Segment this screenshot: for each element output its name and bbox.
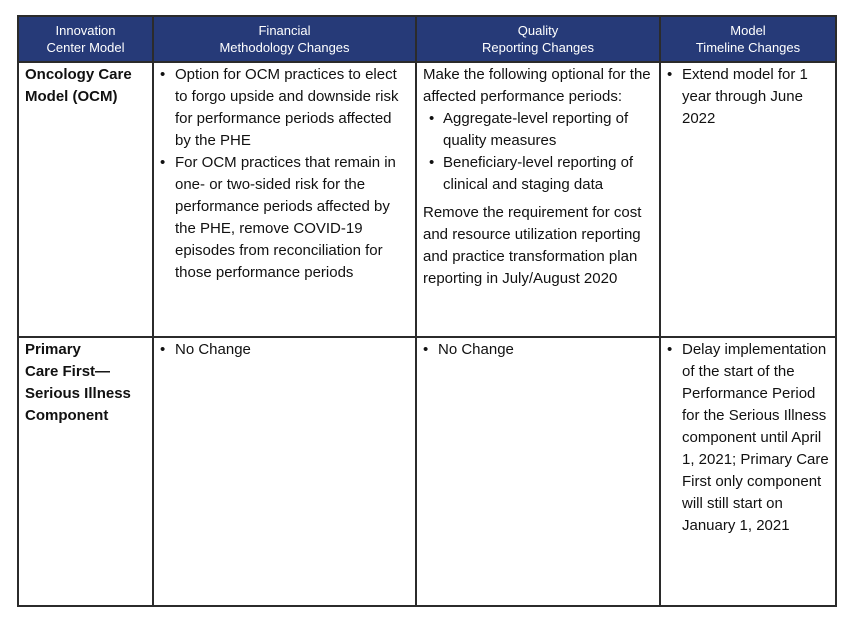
innovation-model-changes-table [17,15,837,607]
list-item: • Extend model for 1 year through June 2022 [667,66,808,127]
header-model-timeline-changes: Model Timeline Changes [660,16,836,62]
list-item: • Option for OCM practices to elect to forgo upside and downside risk for performance periods affected by the PHE [160,66,399,149]
list-item: • Beneficiary-level reporting of clinical and staging data [429,154,634,193]
bullet-icon: • [429,154,435,171]
quality-changes-cell [416,337,660,606]
innovation-model-changes-table-container [17,15,835,607]
financial-changes-list [160,64,409,284]
timeline-changes-list [667,64,829,130]
bullet-icon: • [423,341,429,358]
header-innovation-center-model: Innovation Center Model [18,16,153,62]
quality-changes-list [423,339,653,361]
financial-changes-list [160,339,409,361]
timeline-changes-list [667,339,829,537]
model-name-cell: Oncology Care Model (OCM) [18,62,153,337]
list-item: • For OCM practices that remain in one- or two-sided risk for the performance periods affected by the PHE, remove COVID-19 episodes from reconciliation for those performance periods [160,154,396,281]
bullet-icon: • [667,341,673,358]
bullet-icon: • [160,66,166,83]
bullet-icon: • [429,110,435,127]
quality-changes-cell [416,62,660,337]
bullet-icon: • [667,66,673,83]
financial-changes-cell [153,337,416,606]
bullet-icon: • [160,154,166,171]
list-item: • Delay implementation of the start of the Performance Period for the Serious Illness component until April 1, 2021; Primary Care First only component will still start on January 1, 2021 [667,341,829,534]
list-item: • No Change [160,339,409,361]
header-quality-reporting-changes: Quality Reporting Changes [416,16,660,62]
quality-changes-list [423,108,653,196]
model-name-cell: Primary Care First— Serious Illness Component [18,337,153,606]
table-row-oncology-care-model [18,62,836,337]
list-item: • No Change [423,339,653,361]
bullet-icon: • [160,341,166,358]
quality-intro-text: Make the following optional for the affected performance periods: [423,66,651,105]
timeline-changes-cell [660,62,836,337]
table-row-primary-care-first [18,337,836,606]
timeline-changes-cell [660,337,836,606]
header-financial-methodology-changes: Financial Methodology Changes [153,16,416,62]
financial-changes-cell [153,62,416,337]
list-item: • Aggregate-level reporting of quality measures [429,110,629,149]
quality-outro-text: Remove the requirement for cost and resource utilization reporting and practice transformation plan reporting in July/August 2020 [423,204,642,287]
table-header-row [18,16,836,62]
